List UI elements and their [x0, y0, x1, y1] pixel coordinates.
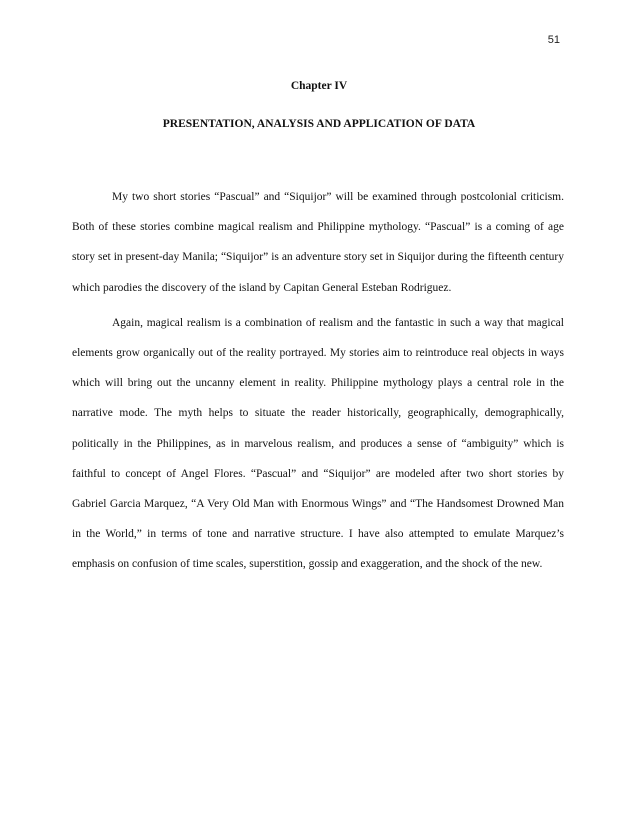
- page-number: 51: [547, 34, 560, 46]
- body-text: [72, 182, 564, 580]
- section-title: PRESENTATION, ANALYSIS AND APPLICATION OF DATA: [162, 118, 476, 130]
- paragraph-intro: My two short stories “Pascual” and “Siquijor” will be examined through postcolonial criticism. Both of these stories combine magical realism and Philippine mythology. “Pascual” is a coming of age story set in present-day Manila; “Siquijor” is an adventure story set in Siquijor during the fifteenth century which parodies the discovery of the island by Capitan General Esteban Rodriguez.: [72, 191, 564, 294]
- chapter-label: Chapter IV: [290, 80, 348, 92]
- paragraph-magical-realism: Again, magical realism is a combination of realism and the fantastic in such a way that magical elements grow organically out of the reality portrayed. My stories aim to reintroduce real objects in ways which will bring out the uncanny element in reality. Philippine mythology plays a central role in the narrative mode. The myth helps to situate the reader historically, geographically, demographically, politically in the Philippines, as in marvelous realism, and produces a sense of “ambiguity” which is faithful to concept of Angel Flores. “Pascual” and “Siquijor” are modeled after two short stories by Gabriel Garcia Marquez, “A Very Old Man with Enormous Wings” and “The Handsomest Drowned Man in the World,” in terms of tone and narrative structure. I have also attempted to emulate Marquez’s emphasis on confusion of time scales, superstition, gossip and exaggeration, and the shock of the new.: [72, 316, 564, 571]
